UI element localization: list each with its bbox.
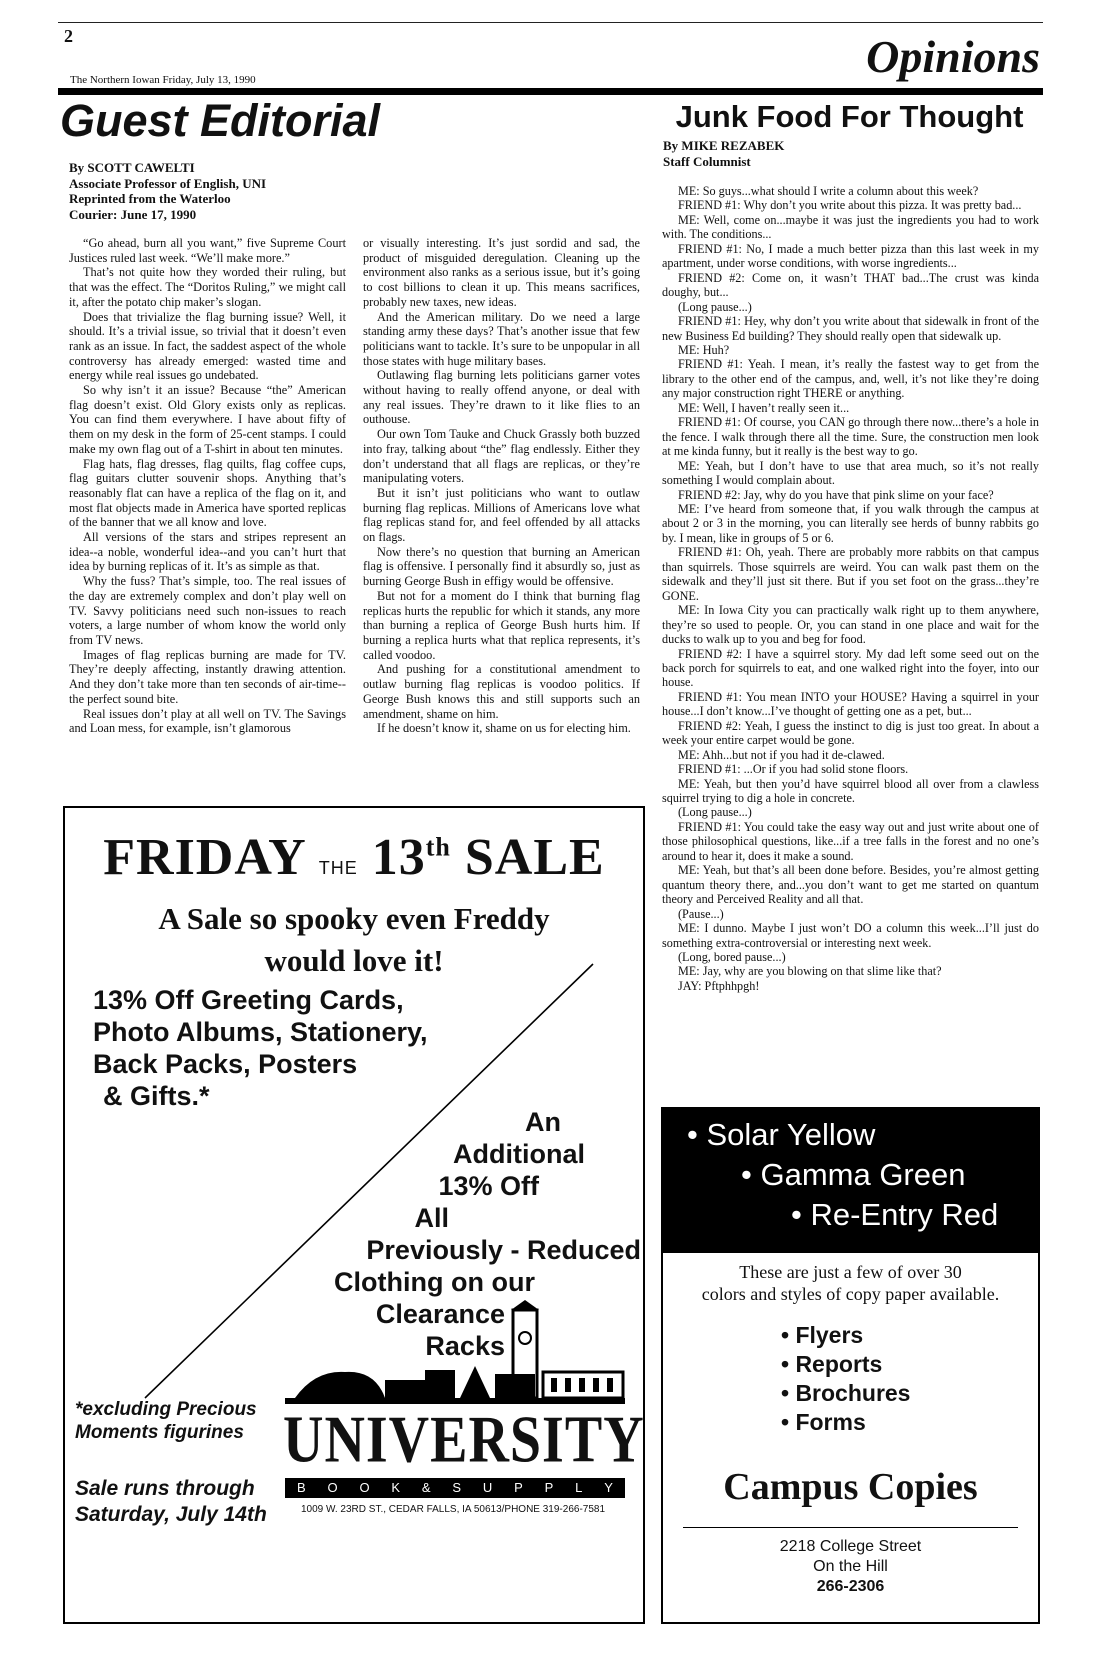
paragraph: ME: Yeah, but I don’t have to use that area much, so it’s not really something I would complain about. bbox=[662, 458, 1039, 488]
paragraph: Real issues don’t play at all well on TV. The Savings and Loan mess, for example, isn’t glamorous bbox=[69, 706, 346, 736]
junk-food-body bbox=[662, 184, 1039, 993]
friday-sale-ad bbox=[63, 806, 645, 1624]
headline-sale: SALE bbox=[464, 829, 605, 886]
sale-line: Sale runs through bbox=[75, 1477, 255, 1500]
paragraph: FRIEND #1: Why don’t you write about this pizza. It was pretty bad... bbox=[678, 198, 1022, 213]
subhead-line: would love it! bbox=[264, 943, 444, 978]
paragraph: ME: Well, I haven’t really seen it... bbox=[678, 400, 850, 415]
color-item: • Gamma Green bbox=[741, 1157, 966, 1192]
guest-editorial-byline bbox=[69, 160, 266, 222]
service-item: • Flyers bbox=[781, 1322, 864, 1348]
paragraph: FRIEND #2: I have a squirrel story. My dad left some seed out on the back porch for squirrels to eat, and one walked right into the foyer, into our house. bbox=[662, 646, 1039, 690]
store-subtitle-bar bbox=[285, 1478, 625, 1498]
offer-line: Photo Albums, Stationery, bbox=[93, 1017, 428, 1047]
offer-line: Previously - Reduced bbox=[366, 1235, 641, 1265]
header-bar bbox=[58, 88, 1043, 95]
subtitle-letter: K bbox=[391, 1480, 401, 1495]
paragraph: (Long pause...) bbox=[678, 299, 752, 314]
headline-13: 13 bbox=[371, 829, 426, 886]
paragraph: FRIEND #1: You could take the easy way out and just write about one of those philosophical questions, like...if a tree falls in the forest and no one’s around to hear it, does it make a sound. bbox=[662, 819, 1039, 863]
paragraph: FRIEND #1: Of course, you CAN go through there now...there’s a hole in the fence. I walk through there all the time. Sure, the construction men look at me kinda funny, but it really is the best way to go. bbox=[662, 415, 1039, 459]
paragraph: ME: I dunno. Maybe I just won’t DO a column this week...I’ll just do something extra-controversial or interesting next week. bbox=[662, 921, 1039, 950]
sale-line: Saturday, July 14th bbox=[75, 1503, 267, 1526]
campus-copies-ad bbox=[661, 1107, 1040, 1624]
subtitle-letter: O bbox=[327, 1480, 338, 1495]
guest-editorial-col1 bbox=[69, 236, 346, 736]
subtitle-letter: P bbox=[514, 1480, 523, 1495]
business-address bbox=[663, 1537, 1038, 1597]
services-list bbox=[781, 1321, 910, 1437]
headline-the: THE bbox=[318, 858, 358, 878]
subtitle-letter: & bbox=[421, 1480, 431, 1495]
phone-number: 266-2306 bbox=[816, 1578, 885, 1595]
paragraph: ME: Huh? bbox=[678, 342, 730, 357]
paragraph: JAY: Pftphhpgh! bbox=[678, 978, 760, 993]
paragraph: Does that trivialize the flag burning issue? Well, it should. It’s a trivial issue, so trivial that it doesn’t even rank as an issue. In fact, the saddest aspect of the whole controversy has already emerged: wasted time and energy while real issues go undebated. bbox=[69, 309, 346, 383]
blurb-line: These are just a few of over 30 bbox=[739, 1262, 962, 1282]
paragraph: Images of flag replicas burning are made for TV. They’re deeply affecting, instantly drawing attention. And they don’t take more than ten seconds of air-time--the perfect sound bite. bbox=[69, 647, 346, 706]
page-number: 2 bbox=[64, 26, 73, 46]
section-title: Opinions bbox=[866, 31, 1040, 82]
paragraph: ME: Yeah, but that’s all been done before. Besides, you’re almost getting quantum theory there, and...you don’t want to get me started on quantum theory and Perceived Reality and all that. bbox=[662, 863, 1039, 907]
paragraph: But it isn’t just politicians who want to outlaw burning flag replicas. Millions of Americans love what flag replicas stand for, and feel offended by all attacks on flags. bbox=[363, 485, 640, 545]
paragraph: All versions of the stars and stripes represent an idea--a noble, wonderful idea--and you can’t hurt that idea by burning replicas of it. It’s as simple as that. bbox=[69, 530, 346, 574]
paragraph: ME: Ahh...but not if you had it de-clawed. bbox=[678, 747, 885, 762]
note-line: *excluding Precious bbox=[75, 1399, 257, 1420]
service-item: • Brochures bbox=[781, 1380, 911, 1406]
paragraph: If he doesn’t know it, shame on us for electing him. bbox=[377, 721, 631, 736]
divider bbox=[683, 1527, 1018, 1528]
paragraph: ME: Jay, why are you blowing on that slime like that? bbox=[678, 964, 942, 979]
paragraph: But not for a moment do I think that burning flag replicas hurts the republic for which it stands, any more than burning a replica of George Bush hurts him. If burning a replica hurts what that replica represents, it’s called voodoo. bbox=[363, 588, 640, 662]
service-item: • Forms bbox=[781, 1409, 866, 1435]
junk-food-title: Junk Food For Thought bbox=[675, 99, 1024, 134]
paragraph: FRIEND #2: Jay, why do you have that pink slime on your face? bbox=[678, 487, 994, 502]
service-item: • Reports bbox=[781, 1351, 883, 1377]
paragraph: ME: So guys...what should I write a column about this week? bbox=[678, 184, 979, 198]
byline-line: Staff Columnist bbox=[663, 153, 751, 169]
byline-line: Associate Professor of English, UNI bbox=[69, 175, 267, 191]
exclusion-note bbox=[75, 1398, 257, 1444]
blurb-line: colors and styles of copy paper available. bbox=[701, 1284, 1000, 1304]
paragraph: And the American military. Do we need a large standing army these days? That’s another issue that few politicians want to tackle. It’s sure to be unpopular in all those states with huge military bases. bbox=[363, 309, 640, 368]
offer-line: An bbox=[525, 1107, 561, 1137]
color-item: • Re-Entry Red bbox=[791, 1197, 999, 1232]
business-name: Campus Copies bbox=[723, 1466, 978, 1508]
offer-line: 13% Off Greeting Cards, bbox=[93, 985, 404, 1015]
paragraph: “Go ahead, burn all you want,” five Supreme Court Justices ruled last week. “We’ll make more.” bbox=[69, 236, 346, 265]
offer-line: & Gifts.* bbox=[103, 1081, 210, 1111]
offer-line: 13% Off bbox=[438, 1171, 539, 1201]
byline-line: Courier: June 17, 1990 bbox=[69, 206, 197, 222]
guest-editorial-title: Guest Editorial bbox=[60, 95, 381, 146]
paragraph: FRIEND #1: ...Or if you had solid stone floors. bbox=[678, 762, 909, 777]
paragraph: Now there’s no question that burning an American flag is offensive. I personally find it absurdly so, just as burning George Bush in effigy would be offensive. bbox=[363, 544, 640, 589]
paragraph: FRIEND #2: Yeah, I guess the instinct to dig is just too great. In about a week your entire carpet would be gone. bbox=[662, 718, 1039, 748]
paragraph: (Long pause...) bbox=[678, 805, 752, 820]
address-line: 2218 College Street bbox=[779, 1538, 922, 1555]
note-line: Moments figurines bbox=[75, 1422, 244, 1443]
paragraph: (Pause...) bbox=[678, 906, 724, 921]
masthead: The Northern Iowan Friday, July 13, 1990 bbox=[70, 74, 256, 86]
paragraph: FRIEND #1: Oh, yeah. There are probably more rabbits on that campus than squirrels. Those squirrels are weird. You can walk past them on the sidewalk and they’ll just sit there. But if you set foot on the grass...they’re GONE. bbox=[662, 545, 1039, 603]
color-item: • Solar Yellow bbox=[687, 1117, 876, 1152]
subtitle-letter: B bbox=[297, 1480, 306, 1495]
offer-line: Clothing on our bbox=[334, 1267, 535, 1297]
top-rule bbox=[58, 22, 1043, 23]
campus-skyline-illustration bbox=[285, 1300, 625, 1410]
paragraph: Why the fuss? That’s simple, too. The real issues of the day are extremely complex and don’t play well on TV. Savvy politicians need such non-issues to reach voters, a large number of whom know the world only from TV news. bbox=[69, 574, 346, 647]
junk-food-byline bbox=[663, 138, 784, 169]
offer-left bbox=[93, 984, 428, 1112]
paragraph: ME: Yeah, but then you’d have squirrel blood all over from a clawless squirrel trying to dig a hole in concrete. bbox=[662, 776, 1039, 806]
byline-line: By MIKE REZABEK bbox=[663, 138, 785, 153]
paragraph: FRIEND #1: Hey, why don’t you write about that sidewalk in front of the new Business Ed building? They should really open that sidewalk up. bbox=[662, 314, 1039, 343]
offer-line: Additional bbox=[453, 1139, 585, 1169]
paragraph: FRIEND #1: You mean INTO your HOUSE? Having a squirrel in your house...I don’t know...I’ve thought of getting one as a pet, but... bbox=[662, 689, 1039, 719]
subtitle-letter: L bbox=[575, 1480, 583, 1495]
paragraph: So why isn’t it an issue? Because “the” American flag doesn’t exist. Old Glory exists only as replicas. You can find them everywhere. I have about fifty of them on my desk in the form of 25-cent stamps. I could make my own flag out of a T-shirt in about ten minutes. bbox=[69, 383, 346, 456]
paragraph: FRIEND #2: Come on, it wasn’t THAT bad...The crust was kinda doughy, but... bbox=[662, 270, 1039, 300]
paragraph: Flag hats, flag dresses, flag quilts, flag coffee cups, flag guitars clutter souvenir shops. Anything that’s reasonably flat can have a replica of the flag on it, and most flat objects made in America have sported replicas of the banner that we all know and love. bbox=[69, 456, 346, 530]
paper-colors-banner bbox=[663, 1109, 1038, 1253]
paragraph: FRIEND #1: No, I made a much better pizza than this last week in my apartment, under worse conditions, with worse ingredients... bbox=[662, 241, 1039, 271]
subtitle-letter: O bbox=[359, 1480, 370, 1495]
subtitle-letter: P bbox=[544, 1480, 554, 1495]
paragraph: Our own Tom Tauke and Chuck Grassly both buzzed into fray, talking about “the” flag endlessly. Either they don’t understand that all flags are replicas, or they’re manipulating voters. bbox=[363, 427, 640, 486]
paper-blurb bbox=[663, 1261, 1038, 1305]
byline-line: By SCOTT CAWELTI bbox=[69, 160, 195, 175]
store-address: 1009 W. 23RD ST., CEDAR FALLS, IA 50613/PHONE 319-266-7581 bbox=[300, 1504, 606, 1515]
paragraph: Outlawing flag burning lets politicians garner votes without having to really offend anyone, or deal with any real issues. They’re drawn to it like flies to an outhouse. bbox=[363, 368, 640, 427]
subtitle-letter: U bbox=[482, 1480, 493, 1495]
paragraph: or visually interesting. It’s just sordid and sad, the product of misguided deregulation. Cleaning up the environment also ranks as a serious issue, but it’s going to cost billions to clean it up. This means sacrifices, probably new taxes, new ideas. bbox=[363, 236, 640, 309]
guest-editorial-col2 bbox=[363, 236, 640, 736]
store-name: UNIVERSITY bbox=[283, 1402, 645, 1478]
paragraph: That’s not quite how they worded their ruling, but that was the effect. The “Doritos Ruling,” we might call it, after the potato chip maker’s slogan. bbox=[69, 265, 346, 309]
offer-line: Back Packs, Posters bbox=[93, 1049, 358, 1079]
sale-dates bbox=[75, 1476, 267, 1528]
byline-line: Reprinted from the Waterloo bbox=[69, 191, 231, 206]
offer-line: All bbox=[414, 1203, 449, 1233]
subhead-line: A Sale so spooky even Freddy bbox=[158, 901, 550, 936]
paragraph: ME: Well, come on...maybe it was just the ingredients you had to work with. The conditions... bbox=[662, 212, 1039, 242]
headline-friday: FRIDAY bbox=[103, 829, 305, 886]
offer-line: Clearance Racks bbox=[375, 1299, 505, 1361]
address-line: On the Hill bbox=[813, 1558, 888, 1575]
paragraph: ME: In Iowa City you can practically walk right up to them anywhere, they’re so used to people. Or, you can stand in one place and wait for the ducks to walk up to you and beg for food. bbox=[662, 603, 1039, 647]
subtitle-letter: Y bbox=[604, 1480, 613, 1495]
headline-th: th bbox=[425, 832, 451, 862]
paragraph: FRIEND #1: Yeah. I mean, it’s really the fastest way to get from the library to the other end of the campus, and, well, it’s not like they’re doing any major construction right THERE or anything. bbox=[662, 357, 1039, 401]
subtitle-letter: S bbox=[452, 1480, 462, 1495]
paragraph: (Long, bored pause...) bbox=[678, 950, 786, 965]
paragraph: ME: I’ve heard from someone that, if you walk through the campus at about 2 or 3 in the morning, you can literally see herds of bunny rabbits go by. I mean, like in groups of 5 or 6. bbox=[662, 501, 1039, 545]
paragraph: And pushing for a constitutional amendment to outlaw burning flag replicas is voodoo politics. If George Bush knows this and still supports such an amendment, shame on him. bbox=[363, 662, 640, 721]
